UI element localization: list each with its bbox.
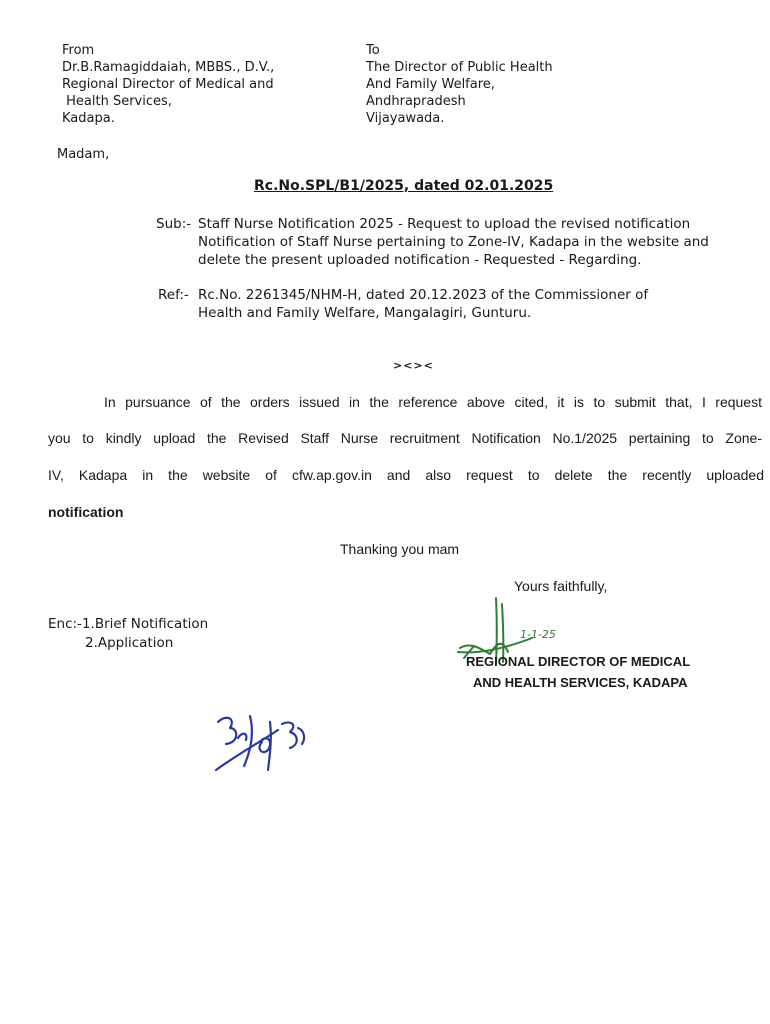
reference-number: Rc.No.SPL/B1/2025, dated 02.01.2025 (254, 178, 554, 194)
signatory-title-line: REGIONAL DIRECTOR OF MEDICAL (466, 654, 691, 669)
closing-text: Thanking you mam (340, 541, 460, 557)
enclosure-label: Enc:- (48, 616, 82, 632)
handwritten-initial (208, 708, 318, 776)
from-line: Dr.B.Ramagiddaiah, MBBS., D.V., (62, 60, 275, 75)
from-line: Health Services, (62, 94, 172, 109)
to-line: Vijayawada. (366, 111, 445, 126)
subject-line: Notification of Staff Nurse pertaining to Zone-IV, Kadapa in the website and (198, 234, 709, 250)
enclosure-item: 2.Application (85, 635, 174, 651)
body-line: notification (48, 504, 124, 520)
subject-label: Sub:- (156, 216, 192, 232)
to-line: The Director of Public Health (366, 60, 553, 75)
enclosure-line (48, 615, 208, 634)
salutation: Madam, (57, 147, 110, 162)
body-line: you to kindly upload the Revised Staff Nurse recruitment Notification No.1/2025 pertaining to Zone- (48, 430, 762, 446)
body-line: IV, Kadapa in the website of cfw.ap.gov.in and also request to delete the recently uploaded (48, 467, 764, 483)
ref-line: Rc.No. 2261345/NHM-H, dated 20.12.2023 of the Commissioner of (198, 287, 649, 303)
from-block (62, 42, 274, 127)
enclosure-item: 1.Brief Notification (81, 616, 209, 632)
to-line: And Family Welfare, (366, 77, 495, 92)
from-line: Regional Director of Medical and (62, 77, 274, 92)
yours-faithfully: Yours faithfully, (514, 578, 608, 594)
to-heading: To (366, 43, 380, 58)
signature-date: 1-1-25 (520, 628, 556, 641)
initial-text: 3/1/25 (212, 774, 216, 775)
subject-line: Staff Nurse Notification 2025 - Request to upload the revised notification (198, 216, 691, 232)
subject-line: delete the present uploaded notification - Requested - Regarding. (198, 252, 642, 268)
from-heading: From (62, 43, 95, 58)
ref-label: Ref:- (158, 287, 189, 303)
separator-mark: ><>< (393, 359, 434, 372)
enclosures-block (48, 615, 208, 653)
from-line: Kadapa. (62, 111, 115, 126)
to-line: Andhrapradesh (366, 94, 466, 109)
signatory-title (466, 651, 690, 693)
ref-line: Health and Family Welfare, Mangalagiri, Gunturu. (198, 305, 532, 321)
body-line: In pursuance of the orders issued in the reference above cited, it is to submit that, I request (104, 394, 762, 410)
to-block (366, 42, 553, 127)
signatory-title-line: AND HEALTH SERVICES, KADAPA (473, 675, 688, 690)
